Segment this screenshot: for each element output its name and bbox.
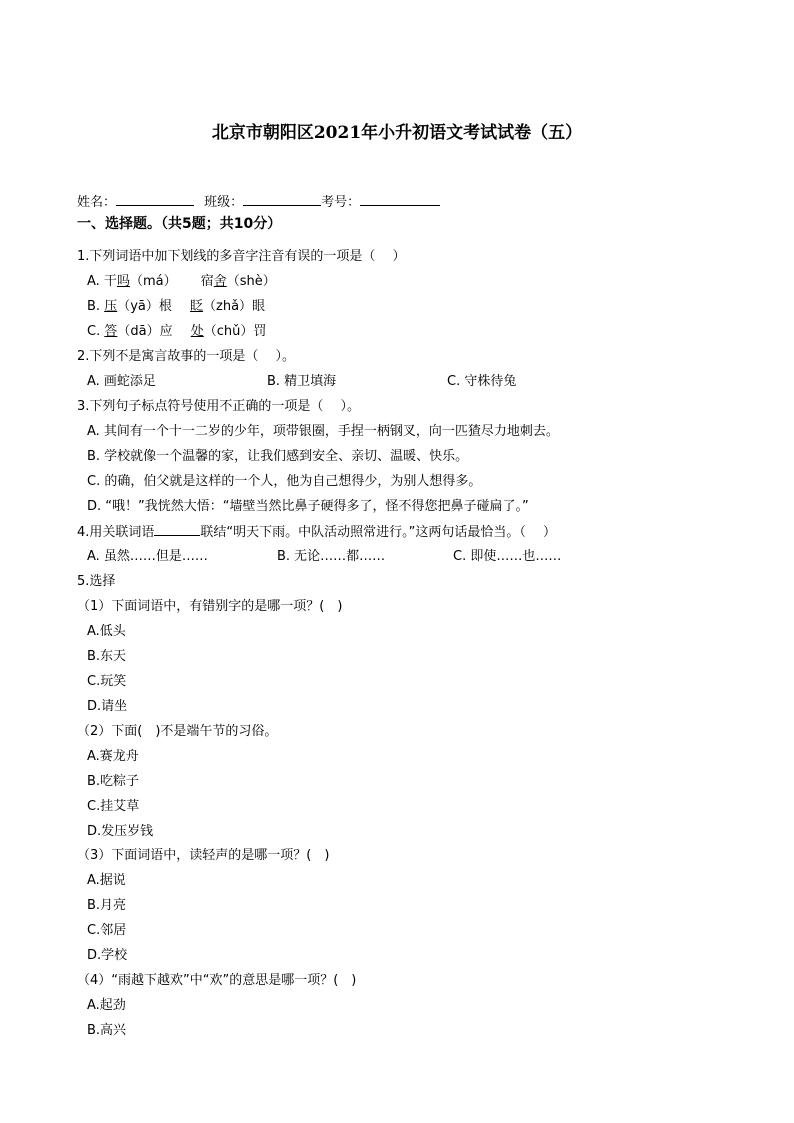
q5-sub4-option-b[interactable]: B.高兴 xyxy=(87,1023,127,1038)
q1-b-pinyin2: （zhǎ）眼 xyxy=(203,299,266,314)
q1-a-pinyin2: （shè） xyxy=(226,274,276,289)
q5-sub3-option-a[interactable]: A.据说 xyxy=(87,873,126,888)
q1-a-underlined: 吗 xyxy=(116,274,130,289)
q1-option-c[interactable] xyxy=(87,322,266,342)
q1-a-underlined2: 舍 xyxy=(213,274,227,289)
q5-sub2-option-a[interactable]: A.赛龙舟 xyxy=(87,749,139,764)
section-heading: 一、选择题。（共5题；共10分） xyxy=(77,216,282,232)
q5-sub3-stem: （3）下面词语中，读轻声的是哪一项？( ) xyxy=(77,848,330,863)
q5-sub2-option-d[interactable]: D.发压岁钱 xyxy=(87,824,154,839)
class-label: 班级： xyxy=(204,195,244,210)
q5-sub1-option-d[interactable]: D.请坐 xyxy=(87,699,128,714)
q3-option-a[interactable]: A. 其间有一个十一二岁的少年，项带银圈，手捏一柄钢叉，向一匹猹尽力地刺去。 xyxy=(87,424,559,439)
q5-sub3-option-b[interactable]: B.月亮 xyxy=(87,898,127,913)
q5-sub1-option-b[interactable]: B.东天 xyxy=(87,649,127,664)
q5-sub4-stem: （4）“雨越下越欢”中“欢”的意思是哪一项？( ) xyxy=(77,973,357,988)
name-label: 姓名： xyxy=(77,195,117,210)
q1-c-underlined: 答 xyxy=(104,324,118,339)
q2-stem: 2.下列不是寓言故事的一项是（ ）。 xyxy=(77,349,296,364)
number-blank[interactable] xyxy=(360,191,440,206)
page-title: 北京市朝阳区2021年小升初语文考试试卷（五） xyxy=(211,123,583,143)
q5-sub1-stem: （1）下面词语中，有错别字的是哪一项？( ) xyxy=(77,599,343,614)
q2-option-a[interactable]: A. 画蛇添足 xyxy=(87,374,156,389)
q5-sub3-option-c[interactable]: C.邻居 xyxy=(87,923,127,938)
q1-a-word2: 宿 xyxy=(200,274,214,289)
q1-c-underlined2: 处 xyxy=(190,324,204,339)
q1-c-prefix: C. xyxy=(87,324,105,339)
q4-option-a[interactable]: A. 虽然……但是…… xyxy=(87,549,208,564)
q4-stem-post: 联结“明天下雨。中队活动照常进行。”这两句话最恰当。（ ） xyxy=(200,525,557,540)
q5-stem: 5.选择 xyxy=(77,574,116,589)
q4-stem xyxy=(77,521,556,543)
q5-sub3-option-d[interactable]: D.学校 xyxy=(87,948,128,963)
q1-stem: 1.下列词语中加下划线的多音字注音有误的一项是（ ） xyxy=(77,249,406,264)
q1-a-prefix: A. 干 xyxy=(87,274,117,289)
q1-option-b[interactable] xyxy=(87,297,265,317)
q1-a-pinyin: （má） xyxy=(129,274,177,289)
q3-stem: 3.下列句子标点符号使用不正确的一项是（ ）。 xyxy=(77,399,361,414)
q3-option-b[interactable]: B. 学校就像一个温馨的家，让我们感到安全、亲切、温暖、快乐。 xyxy=(87,449,469,464)
q2-option-c[interactable]: C. 守株待兔 xyxy=(447,374,517,389)
class-blank[interactable] xyxy=(243,191,321,206)
q5-sub4-option-a[interactable]: A.起劲 xyxy=(87,998,126,1013)
q5-sub1-option-c[interactable]: C.玩笑 xyxy=(87,674,127,689)
q5-sub1-option-a[interactable]: A.低头 xyxy=(87,624,126,639)
q4-stem-pre: 4.用关联词语 xyxy=(77,525,155,540)
q1-b-prefix: B. xyxy=(87,299,105,314)
q1-b-underlined: 压 xyxy=(104,299,118,314)
q4-option-c[interactable]: C. 即使……也…… xyxy=(453,549,562,564)
q1-c-pinyin2: （chǔ）罚 xyxy=(203,324,267,339)
number-label: 考号： xyxy=(321,195,361,210)
name-blank[interactable] xyxy=(116,191,194,206)
q5-sub2-option-b[interactable]: B.吃粽子 xyxy=(87,774,140,789)
q5-sub2-stem: （2）下面( )不是端午节的习俗。 xyxy=(77,724,278,739)
q2-option-b[interactable]: B. 精卫填海 xyxy=(267,374,337,389)
q5-sub2-option-c[interactable]: C.挂艾草 xyxy=(87,799,140,814)
q1-b-underlined2: 眨 xyxy=(190,299,204,314)
q1-c-pinyin: （dā）应 xyxy=(117,324,173,339)
q1-b-pinyin: （yā）根 xyxy=(117,299,172,314)
q3-option-c[interactable]: C. 的确，伯父就是这样的一个人，他为自己想得少，为别人想得多。 xyxy=(87,474,482,489)
student-info-row xyxy=(77,191,440,213)
q1-option-a[interactable] xyxy=(87,272,276,292)
q3-option-d[interactable]: D. “哦！”我恍然大悟：“墙壁当然比鼻子硬得多了，怪不得您把鼻子碰扁了。” xyxy=(87,499,529,514)
q4-option-b[interactable]: B. 无论……都…… xyxy=(277,549,386,564)
q4-blank[interactable] xyxy=(154,521,200,536)
